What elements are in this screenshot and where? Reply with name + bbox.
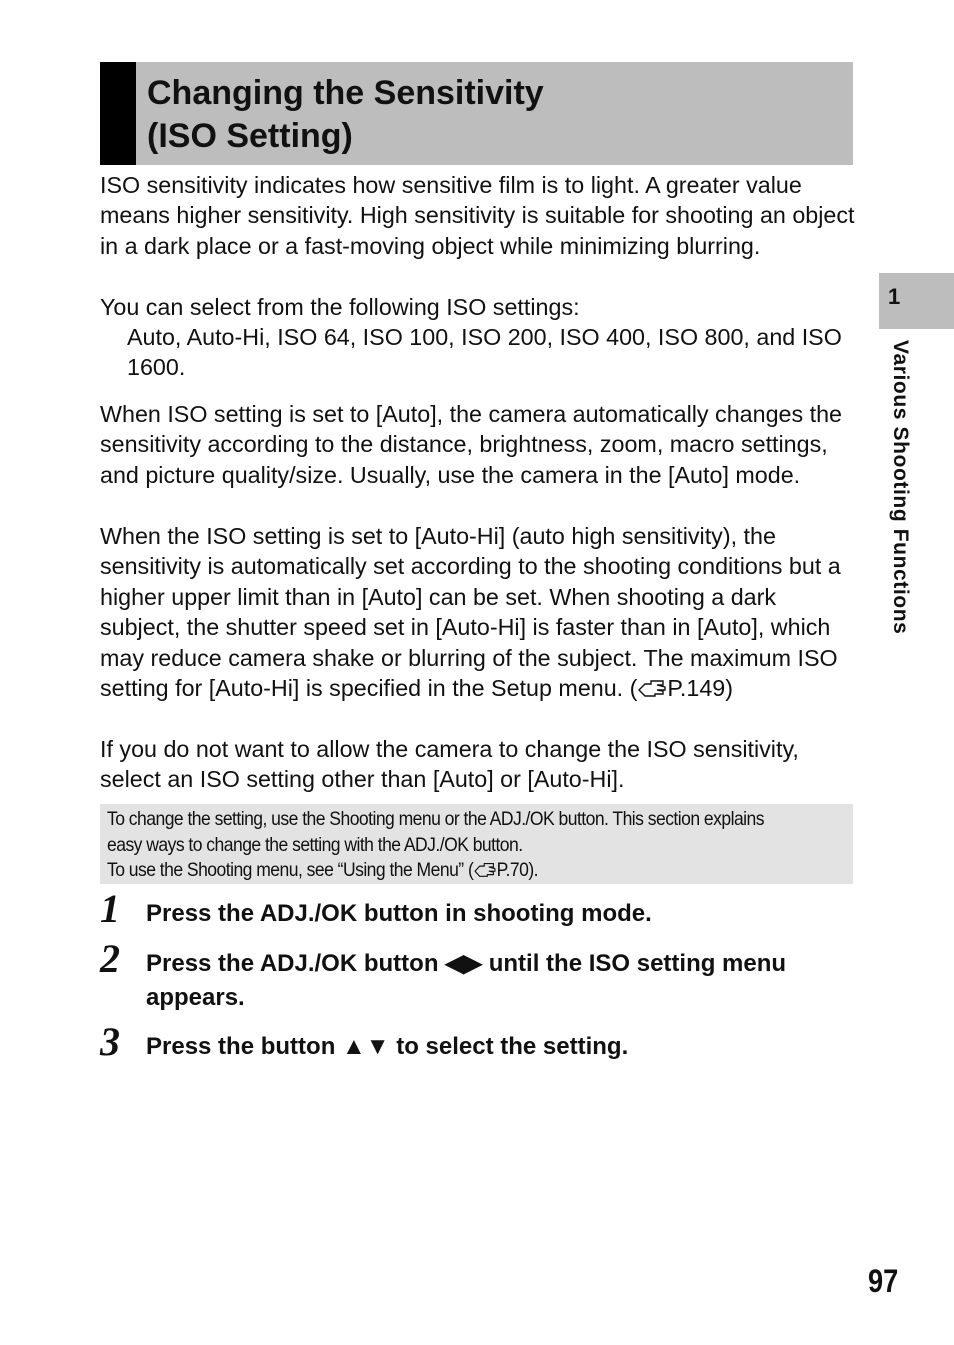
fixed-iso-paragraph: If you do not want to allow the camera to change the ISO sensitivity, select an ISO setting other than [Auto] or [Auto-Hi].: [100, 736, 799, 793]
reference-hand-icon: [473, 861, 496, 878]
note-line-3: To use the Shooting menu, see “Using the Menu” (: [107, 859, 474, 881]
step-number: 3: [100, 1019, 120, 1064]
step-instruction: Press the ADJ./OK button in shooting mode.: [146, 900, 652, 927]
note-text: [107, 807, 778, 884]
note-line-3-reference: P.70).: [496, 859, 538, 881]
auto-hi-paragraph: [100, 521, 860, 703]
chapter-number: 1: [888, 284, 901, 309]
page-title: [147, 72, 544, 158]
iso-options-lead: You can select from the following ISO settings:: [100, 294, 580, 320]
note-line-1: To change the setting, use the Shooting menu or the ADJ./OK button. This section explains: [107, 808, 764, 830]
step-number: 2: [100, 936, 120, 981]
title-line-1: Changing the Sensitivity: [147, 74, 544, 112]
note-box: [100, 804, 853, 884]
intro-paragraph: ISO sensitivity indicates how sensitive film is to light. A greater value means higher sensitivity. High sensitivity is suitable for shooting an object in a dark place or a fast-moving object while minimizing blurring.: [100, 172, 855, 259]
auto-paragraph: When ISO setting is set to [Auto], the camera automatically changes the sensitivity according to the distance, brightness, zoom, macro settings, and picture quality/size. Usually, use the camera in the [Auto] mode.: [100, 401, 842, 488]
step-number: 1: [100, 886, 120, 931]
title-accent-bar: [100, 62, 136, 165]
title-line-2: (ISO Setting): [147, 117, 353, 155]
page-number: 97: [868, 1263, 899, 1299]
chapter-label: Various Shooting Functions: [889, 340, 912, 635]
step-instruction: Press the button ▲▼ to select the setting.: [146, 1033, 629, 1060]
step-instruction: Press the ADJ./OK button ◀▶ until the ISO setting menu appears.: [146, 950, 787, 1011]
note-line-2: easy ways to change the setting with the ADJ./OK button.: [107, 833, 523, 856]
iso-options-list: Auto, Auto-Hi, ISO 64, ISO 100, ISO 200, ISO 400, ISO 800, and ISO 1600.: [127, 324, 842, 381]
auto-hi-text: When the ISO setting is set to [Auto-Hi] (auto high sensitivity), the sensitivity is automatically set according to the shooting conditions but a higher upper limit than in [Auto] can be set. When shooting a dark subject, the shutter speed set in [Auto-Hi] is faster than in [Auto], which may reduce camera shake or blurring of the subject. The maximum ISO setting for [Auto-Hi] is specified in the Setup menu. (: [100, 523, 841, 702]
section-title-banner: [100, 62, 853, 165]
auto-hi-reference: P.149): [667, 675, 734, 702]
reference-hand-icon: [637, 678, 667, 698]
